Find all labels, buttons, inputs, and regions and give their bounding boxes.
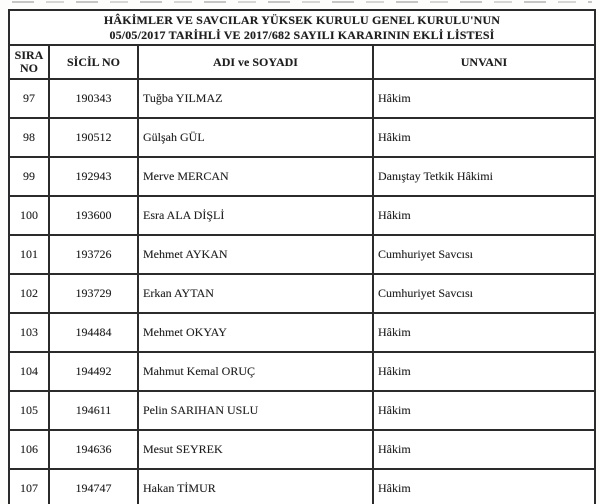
- cell-sira-no: 104: [10, 353, 50, 390]
- table-row: [10, 158, 594, 197]
- cell-unvani: Cumhuriyet Savcısı: [378, 286, 473, 300]
- table-title: [10, 11, 594, 46]
- cell-sira-no: 101: [10, 236, 50, 273]
- table-title-line1: HÂKİMLER VE SAVCILAR YÜKSEK KURULU GENEL KURULU'NUN: [103, 12, 501, 27]
- cell-sicil-no: 192943: [50, 158, 139, 195]
- column-header-sira-no: SIRA NO: [10, 46, 50, 78]
- cell-sira-no: 107: [10, 470, 50, 504]
- cell-unvani: Hâkim: [378, 91, 411, 105]
- cell-sicil-no: 194611: [50, 392, 139, 429]
- cell-sicil-no: 193729: [50, 275, 139, 312]
- cell-sira-no: 105: [10, 392, 50, 429]
- decision-list-table: [8, 9, 596, 504]
- cell-sira-no: 100: [10, 197, 50, 234]
- table-row: [10, 236, 594, 275]
- cell-adi-ve-soyadi: Pelin SARIHAN USLU: [139, 392, 374, 429]
- cell-adi-ve-soyadi: Mehmet AYKAN: [139, 236, 374, 273]
- cell-unvani: Hâkim: [378, 481, 411, 495]
- cell-adi-ve-soyadi: Hakan TİMUR: [139, 470, 374, 504]
- cell-adi-ve-soyadi: Esra ALA DİŞLİ: [139, 197, 374, 234]
- table-row: [10, 353, 594, 392]
- table-header-row: [10, 46, 594, 80]
- cell-unvani: Hâkim: [378, 208, 411, 222]
- cell-unvani: Hâkim: [378, 403, 411, 417]
- table-body: [10, 80, 594, 504]
- table-row: [10, 392, 594, 431]
- cell-adi-ve-soyadi: Merve MERCAN: [139, 158, 374, 195]
- scan-noise: [12, 1, 592, 3]
- cell-adi-ve-soyadi: Tuğba YILMAZ: [139, 80, 374, 117]
- cell-sira-no: 103: [10, 314, 50, 351]
- cell-adi-ve-soyadi: Mehmet OKYAY: [139, 314, 374, 351]
- table-row: [10, 197, 594, 236]
- cell-adi-ve-soyadi: Mahmut Kemal ORUÇ: [139, 353, 374, 390]
- table-row: [10, 80, 594, 119]
- cell-sicil-no: 193726: [50, 236, 139, 273]
- cell-unvani: Hâkim: [378, 442, 411, 456]
- cell-adi-ve-soyadi: Mesut SEYREK: [139, 431, 374, 468]
- cell-sicil-no: 194747: [50, 470, 139, 504]
- cell-sicil-no: 190343: [50, 80, 139, 117]
- cell-unvani: Hâkim: [378, 364, 411, 378]
- cell-unvani: Cumhuriyet Savcısı: [378, 247, 473, 261]
- column-header-unvani: UNVANI: [460, 54, 508, 69]
- cell-unvani: Hâkim: [378, 325, 411, 339]
- table-row: [10, 119, 594, 158]
- cell-adi-ve-soyadi: Gülşah GÜL: [139, 119, 374, 156]
- table-row: [10, 431, 594, 470]
- table-row: [10, 314, 594, 353]
- cell-sira-no: 102: [10, 275, 50, 312]
- cell-unvani: Hâkim: [378, 130, 411, 144]
- cell-adi-ve-soyadi: Erkan AYTAN: [139, 275, 374, 312]
- column-header-sicil-no: SİCİL NO: [50, 46, 139, 78]
- cell-unvani: Danıştay Tetkik Hâkimi: [378, 169, 493, 183]
- table-title-line2: 05/05/2017 TARİHLİ VE 2017/682 SAYILI KARARININ EKLİ LİSTESİ: [109, 27, 495, 42]
- cell-sicil-no: 194636: [50, 431, 139, 468]
- table-row: [10, 275, 594, 314]
- cell-sicil-no: 194492: [50, 353, 139, 390]
- cell-sira-no: 98: [10, 119, 50, 156]
- cell-sicil-no: 194484: [50, 314, 139, 351]
- cell-sira-no: 97: [10, 80, 50, 117]
- cell-sira-no: 106: [10, 431, 50, 468]
- cell-sira-no: 99: [10, 158, 50, 195]
- cell-sicil-no: 193600: [50, 197, 139, 234]
- table-row: [10, 470, 594, 504]
- column-header-adi-ve-soyadi: ADI ve SOYADI: [139, 46, 374, 78]
- cell-sicil-no: 190512: [50, 119, 139, 156]
